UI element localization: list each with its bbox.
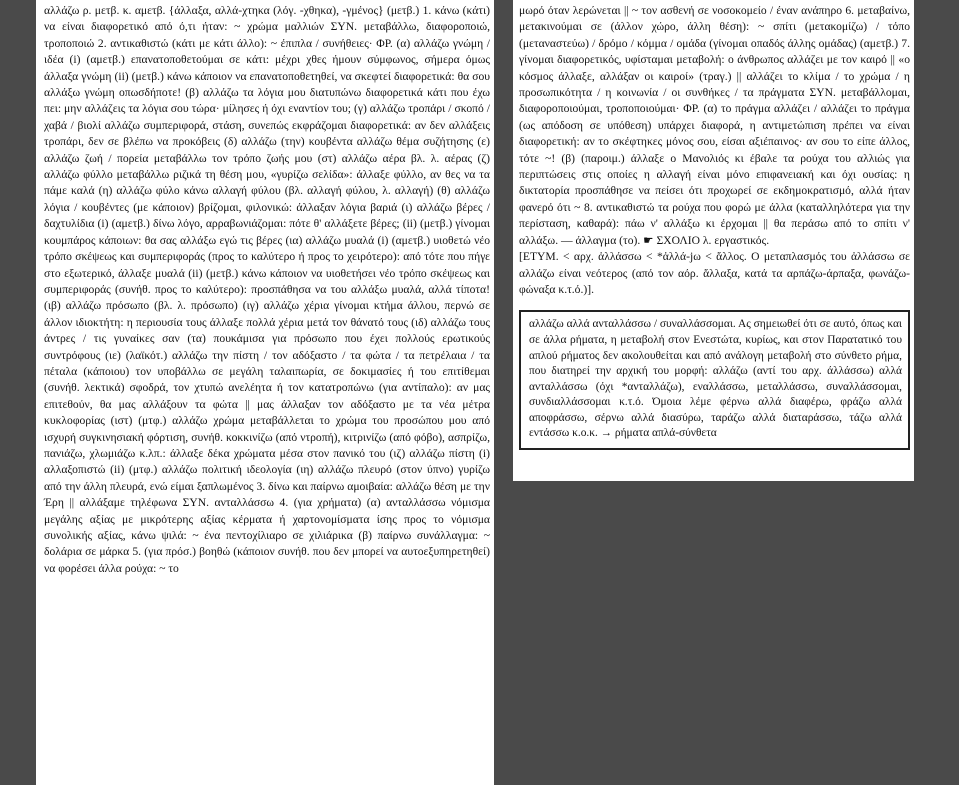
entry-allazo-definitions — [44, 3, 490, 577]
left-column-text: αλλάζω ρ. μετβ. κ. αμετβ. {άλλαξα, αλλά-χτηκα (λόγ. -χθηκα), -γμένος} (μετβ.) 1. κάνω (κάτι) να είναι διαφορετικό από ό,τι ήταν: ~ χρώμα μαλλιών ΣΥΝ. μεταβάλλω, διαφοροποιώ, τροποποιώ 2. αντικαθιστώ (κάτι με κάτι άλλο): ~ έπιπλα / συνήθειες· ΦΡ. (α) αλλάζω γνώμη / ιδέα (i) (αμετβ.) επανατοποθετούμαι σε κάτι: μέχρι χθες ήμουν σύμφωνος, σήμερα όμως άλλαξα γνώμη (ii) (μετβ.) κάνω κάποιον να επανατοποθετηθεί, να σκεφτεί διαφορετικά: θα σου αλλάξω γνώμη οπωσδήποτε! (β) αλλάζω τα λόγια μου διατυπώνω διαφορετικά κάτι που έχω πει: μην αλλάζεις τα λόγια σου τώρα· μίλησες ή όχι εναντίον του; (γ) αλλάζω τροπάρι / σκοπό / χαβά / βιολί αλλάζω συμπεριφορά, στάση, συνεπώς εκφράζομαι διαφορετικά: αν δεν αλλάξεις τροπάρι, δεν σε βλέπω να προκόβεις (δ) αλλάζω (την) κουβέντα αλλάζω θέμα συζήτησης (ε) αλλάζω ζωή / πορεία μεταβάλλω τον τρόπο ζωής μου (στ) αλλάζω αέρα βλ. λ. αέρας (ζ) αλλάζω φύλλο μεταβάλλω ριζικά τη θέση μου, «γυρίζω σελίδα»: άλλαξε φύλλο, αν θες να τα πάμε καλά (η) αλλάζω φύλο κάνω αλλαγή φύλου (βλ. αλλαγή φύλου, λ. αλλαγή) (θ) αλλάζω λόγια / κουβέντες (με κάποιον) βρίζομαι, φιλονικώ: άλλαξαν λόγια βαριά (ι) αλλάζω βέρες / δαχτυλίδια (i) (αμετβ.) δίνω λόγο, αρραβωνιάζομαι: πότε θ' αλλάξετε βέρες; (ii) (μετβ.) γίνομαι κουμπάρος κάποιων: θα σας αλλάξω εγώ τις βέρες (ια) αλλάζω μυαλά (i) (αμετβ.) υιοθετώ νέο τρόπο σκέψεως και συμπεριφοράς (προς το καλύτερο ή προς το χειρότερο): από τότε που πήγε στο εξωτερικό, άλλαξε μυαλά (ii) (μετβ.) κάνω κάποιον να υιοθετήσει νέο τρόπο σκέψεως και συμπεριφοράς (συνήθ. προς το καλύτερο): προσπάθησα να του αλλάξω μυαλά, αλλά τίποτα! (ιβ) αλλάζω πρόσωπο (βλ. λ. πρόσωπο) (ιγ) αλλάζω χέρια γίνομαι κτήμα άλλου, περνώ σε άλλον ιδιοκτήτη: η περιουσία τους άλλαξε πολλά χέρια μετά τον θάνατό τους (ιδ) αλλάζω τους άντρες / τις γυναίκες σαν (τα) πουκάμισα για πρόσωπο που έχει πολλούς ερωτικούς συντρόφους (ιε) (λαϊκότ.) αλλάζω την πίστη / τον αδόξαστο / τα φώτα / τα πετρέλαια / τα πέταλα (κάποιου) τον υποβάλλω σε μεγάλη ταλαιπωρία, σε δοκιμασίες ή του επιτίθεμαι (συνήθ. λεκτικά) σφοδρά, τον χτυπώ ανελέητα ή τον κατατροπώνω (για αντίπαλο): αν μας επιτεθούν, θα μας αλλάξουν τα φώτα || μας άλλαξαν τον αδόξαστο με τα νέα μέτρα κυκλοφορίας (ιστ) (μτφ.) αλλάζω χρώμα μεταβάλλεται το χρώμα του προσώπου μου από ισχυρή συγκινησιακή φόρτιση, συνήθ. κοκκινίζω (από ντροπή), κιτρινίζω (από φόβο), ασπρίζω, πανιάζω, χλωμιάζω κ.λπ.: άλλαξε δέκα χρώματα μέσα στον πανικό του (ιζ) αλλάζω πίστη (i) αλλαξοπιστώ (ii) (μτφ.) αλλάζω πολιτική ιδεολογία (ιη) αλλάζω πλευρό (στον ύπνο) γυρίζω από την άλλη πλευρά, ενώ είμαι ξαπλωμένος 3. δίνω και παίρνω αμοιβαία: αλλάζω θέση με την Έρη || αλλάξαμε τηλέφωνα ΣΥΝ. ανταλλάσσω 4. (για χρήματα) (α) ανταλλάσσω νόμισμα μεγάλης αξίας με μικρότερης αξίας κέρματα ή χαρτονομίσματα ίσης προς το νόμισμα συνολικής αξίας, κάνω ψιλά: ~ ένα πεντοχίλιαρο σε χιλιάρικα (β) παίρνω συνάλλαγμα: ~ δολάρια σε μάρκα 5. (για πρόσ.) βοηθώ (κάποιον συνήθ. που δεν μπορεί να αυτοεξυπηρετηθεί) να φορέσει άλλα ρούχα: ~ το — [44, 4, 490, 575]
right-column-text: μωρό όταν λερώνεται || ~ τον ασθενή σε νοσοκομείο / έναν ανάπηρο 6. μεταβαίνω, μετακινούμαι σε (άλλον χώρο, άλλη θέση): ~ σπίτι (μετακομίζω) / τόπο (μεταναστεύω) / δρόμο / κόμμα / ομάδα (γίνομαι οπαδός άλλης ομάδας) (αμετβ.) 7. γίνομαι διαφορετικός, υφίσταμαι μεταβολή: ο άνθρωπος αλλάζει με τον καιρό || «ο κόσμος άλλαξε, αλλάξαν οι καιροί» (τραγ.) || αλλάζει το κλίμα / το χρώμα / η προσωπικότητα / η κοινωνία / οι συνθήκες / τα πράγματα ΣΥΝ. μεταβάλλομαι, διαφοροποιούμαι, τροποποιούμαι· ΦΡ. (α) το πράγμα αλλάζει / αλλάζει το πράγμα (ως απόδοση σε υπόθεση) υπάρχει διαφορά, η αντιμετώπιση πρέπει να είναι διαφορετική: αν το σκέφτηκες μόνος σου, είσαι αξιέπαινος· αν σου το είπε άλλος, τότε ~! (β) (παροιμ.) άλλαξε ο Μανολιός κι έβαλε τα ρούχα του αλλιώς για περιπτώσεις στις οποίες η αλλαγή είναι μόνο επιφανειακή και όχι ουσίας: η δικτατορία προσπάθησε να πείσει ότι προχωρεί σε εκδημοκρατισμό, αλλά ήταν φανερό ότι ~ 8. αντικαθιστώ τα ρούχα που φορώ με άλλα (καταλληλότερα για την περίσταση, καθαρά): πάω ν' αλλάξω κι έρχομαι || θα περάσω από το σπίτι ν' αλλάξω. — άλλαγμα (το). ☛ ΣΧΟΛΙΟ λ. εργαστικός. — [519, 4, 910, 247]
dictionary-right-page — [513, 0, 914, 481]
dictionary-left-page — [36, 0, 494, 785]
usage-note-box — [519, 310, 910, 450]
etymology-text: [ΕΤΥΜ. < αρχ. ἀλλάσσω < *ἀλλά-ϳω < ἄλλος. Ο μεταπλασμός του ἀλλάσσω σε αλλάζω είναι νεότερος (από τον αόρ. ἄλλαξα, κατά τα αρπάζω-άρπαξα, φωνάζω-φώναξα κ.τ.ό.)]. — [519, 250, 910, 296]
usage-note-text: αλλάζω αλλά ανταλλάσσω / συναλλάσσομαι. Ας σημειωθεί ότι σε αυτό, όπως και σε άλλα ρήματα, η μεταβολή στον Ενεστώτα, κυρίως, και στον Παρατατικό του απλού ρήματος δεν ακολουθείται και από ανάλογη μεταβολή στο σύνθετο ρήμα, που διατηρεί την αρχική του μορφή: αλλάζω (αντί του αρχ. άλλάσσω) αλλά ανταλλάσσω (όχι *ανταλλάζω), εναλλάσσω, μεταλλάσσω, συναλλάσσομαι, συνδιαλλάσσομαι κ.τ.ό. Όμοια λέμε φέρνω αλλά διαφέρω, φράζω αλλά αποφράσσω, σέρνω αλλά διασύρω, ταράζω αλλά διαταράσσω, τάζω αλλά εντάσσω κ.ο.κ. → ρήματα απλά-σύνθετα — [529, 318, 902, 440]
entry-allazo-continued — [519, 3, 910, 298]
